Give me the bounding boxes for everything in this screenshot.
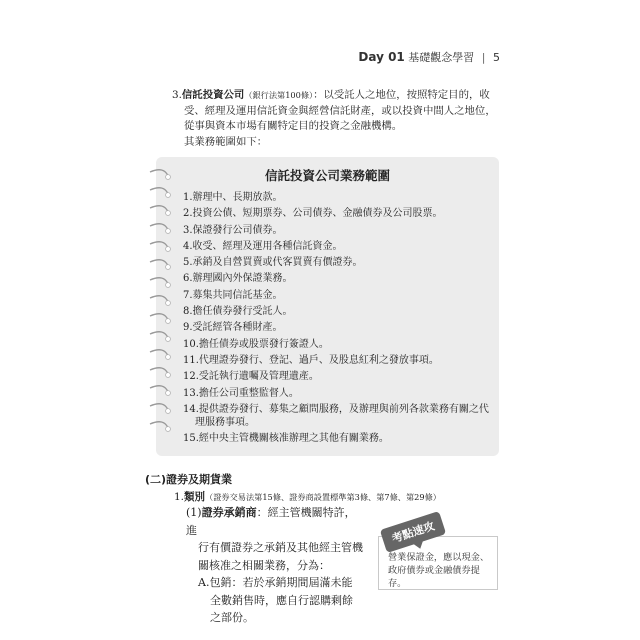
exam-tip-text: 營業保證金，應以現金、政府債券或金融債券提存。 xyxy=(388,552,490,589)
subsection-number: 1. xyxy=(174,491,185,503)
list-item xyxy=(183,338,495,351)
list-item-text: 7.募集共同信託基金。 xyxy=(183,289,283,301)
term-trust-company: 信託投資公司 xyxy=(181,89,245,101)
firm-commitment-line-2: 全數銷售時，應自行認購剩餘 xyxy=(210,593,353,607)
list-item-text: 12.受託執行遺囑及管理遺產。 xyxy=(183,371,319,383)
underwriter-line-3: 關核准之相關業務，分為： xyxy=(198,558,330,572)
header-separator: | xyxy=(481,51,486,64)
list-item-text: 8.擔任債券發行受託人。 xyxy=(183,306,293,318)
law-reference: （銀行法第100條） xyxy=(244,90,314,100)
list-item xyxy=(183,387,495,400)
list-item-text: 5.承銷及自營買賣或代客買賣有價證券。 xyxy=(183,257,363,269)
spiral-binding-icon xyxy=(146,168,176,448)
list-item xyxy=(183,240,495,253)
list-item xyxy=(183,289,495,302)
list-item-text: 11.代理證券發行、登記、過戶、及股息紅利之發放事項。 xyxy=(183,354,439,366)
term-underwriter: 證券承銷商 xyxy=(201,506,257,519)
list-item xyxy=(183,272,495,285)
list-item-text: 2.投資公債、短期票券、公司債券、金融債券及公司股票。 xyxy=(183,208,443,220)
list-item xyxy=(183,224,495,237)
list-item xyxy=(183,191,495,204)
business-scope-list xyxy=(183,191,495,448)
definition-line-1: ：以受託人之地位，按照特定目的，收 xyxy=(313,89,490,101)
list-item xyxy=(183,370,495,383)
item-number: (1) xyxy=(186,506,202,519)
list-item-text: 10.擔任債券或股票發行簽證人。 xyxy=(183,338,329,350)
list-item xyxy=(183,403,495,429)
scope-intro: 其業務範圍如下： xyxy=(184,135,268,148)
page-number: 5 xyxy=(493,51,500,64)
list-item xyxy=(183,432,495,445)
list-item-continuation: 理服務事項。 xyxy=(195,416,255,428)
list-item-text: 3.保證發行公司債券。 xyxy=(183,224,283,236)
list-item-text: 9.受託經管各種財產。 xyxy=(183,322,283,334)
list-item xyxy=(183,207,495,220)
exam-tip-badge-label: 考點速攻 xyxy=(390,519,437,546)
term-category: 類別 xyxy=(184,491,206,503)
panel-title: 信託投資公司業務範圍 xyxy=(264,168,390,183)
firm-commitment-line-3: 之部份。 xyxy=(210,611,254,624)
underwriter-line-2: 行有價證券之承銷及其他經主管機 xyxy=(198,541,363,554)
definition-line-2: 受、經理及運用信託資金與經營信託財產，或以投資中間人之地位， xyxy=(184,104,496,117)
list-item xyxy=(183,305,495,318)
list-item xyxy=(183,321,495,334)
chapter-title: 基礎觀念學習 xyxy=(408,51,475,64)
page-header xyxy=(358,49,500,65)
definition-line-3: 從事與資本市場有關特定目的投資之金融機構。 xyxy=(184,120,403,132)
list-item-text: 13.擔任公司重整監督人。 xyxy=(183,387,299,399)
section-heading-securities-futures: (二)證券及期貨業 xyxy=(145,473,233,486)
list-item-text: 14.提供證券發行、募集之顧問服務，及辦理與前列各款業務有關之代 xyxy=(183,403,489,415)
day-label: Day 01 xyxy=(358,50,405,64)
list-item xyxy=(183,256,495,269)
list-item xyxy=(183,354,495,367)
underwriter-line-1: ：經主管機關特許，進 xyxy=(186,506,356,537)
underwriter-definition xyxy=(186,504,366,627)
section-number: 3. xyxy=(172,89,182,101)
section-3-trust-company xyxy=(172,88,502,150)
list-item-text: 6.辦理國內外保證業務。 xyxy=(183,273,293,285)
firm-commitment-line-1: A.包銷：若於承銷期間屆滿未能 xyxy=(198,576,353,589)
list-item-text: 15.經中央主管機關核准辦理之其他有關業務。 xyxy=(183,433,389,445)
law-reference: （證券交易法第15條、證券商設置標準第3條、第7條、第29條） xyxy=(205,492,441,502)
list-item-text: 4.收受、經理及運用各種信託資金。 xyxy=(183,240,343,252)
list-item-text: 1.辦理中、長期放款。 xyxy=(183,192,283,203)
subsection-category xyxy=(174,489,441,504)
